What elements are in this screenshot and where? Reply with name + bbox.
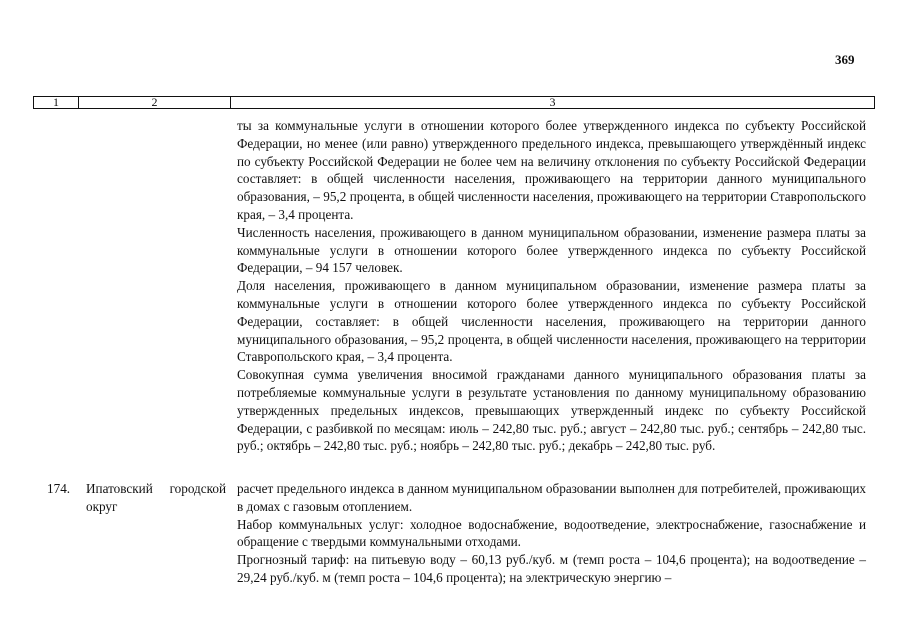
table-header-col-3: 3: [549, 95, 556, 109]
continuation-paragraph: Совокупная сумма увеличения вносимой гражданами данного муниципального образования платы за потребляемые коммунальные услуги в результате установления по данному муниципальному образованию утвержденных предельных индексов, превышающих утвержденный индекс по субъекту Российской Федерации, с разбивкой по месяцам: июль – 242,80 тыс. руб.; август – 242,80 тыс. руб.; сентябрь – 242,80 тыс. руб.; октябрь – 242,80 тыс. руб.; ноябрь – 242,80 тыс. руб.; декабрь – 242,80 тыс. руб.: [237, 367, 866, 454]
continuation-cell: [237, 117, 866, 455]
row-paragraph: Набор коммунальных услуг: холодное водоснабжение, водоотведение, электроснабжение, газоснабжение и обращение с твердыми коммунальными отходами.: [237, 516, 866, 550]
continuation-paragraph: ты за коммунальные услуги в отношении которого более утвержденного индекса по субъекту Российской Федерации, но менее (или равно) утвержденного предельного индекса, превышающего утверждённый индекс по субъекту Российской Федерации не более чем на величину отклонения по субъекту Российской Федерации составляет: в общей численности населения, проживающего на территории данного муниципального образования, – 95,2 процента, в общей численности населения, проживающего на территории Ставропольского края, – 3,4 процента.: [237, 118, 866, 222]
table-header-col-2: 2: [79, 97, 231, 108]
continuation-paragraph: Численность населения, проживающего в данном муниципальном образовании, изменение размера платы за коммунальные услуги в отношении которого более утвержденного индекса по субъекту Российской Федерации, – 94 157 человек.: [237, 224, 866, 276]
table-header-col-1: 1: [34, 97, 79, 108]
row-description: [237, 480, 866, 587]
row-paragraph: Прогнозный тариф: на питьевую воду – 60,13 руб./куб. м (темп роста – 104,6 процента); на водоотведение – 29,24 руб./куб. м (темп роста – 104,6 процента); на электрическую энергию –: [237, 552, 866, 585]
row-number: 174.: [47, 481, 71, 496]
table-header: [33, 96, 875, 109]
continuation-paragraph: Доля населения, проживающего в данном муниципальном образовании, изменение размера платы за коммунальные услуги в отношении которого более утвержденного индекса по субъекту Российской Федерации, составляет: в общей численности населения, проживающего на территории данного муниципального образования, – 95,2 процента, в общей численности населения, проживающего на территории Ставропольского края, – 3,4 процента.: [237, 278, 866, 365]
row-paragraph: расчет предельного индекса в данном муниципальном образовании выполнен для потребителей, проживающих в домах с газовым отоплением.: [237, 481, 866, 514]
page-number: 369: [835, 52, 855, 67]
municipality-name: Ипатовский городской округ: [86, 481, 226, 514]
